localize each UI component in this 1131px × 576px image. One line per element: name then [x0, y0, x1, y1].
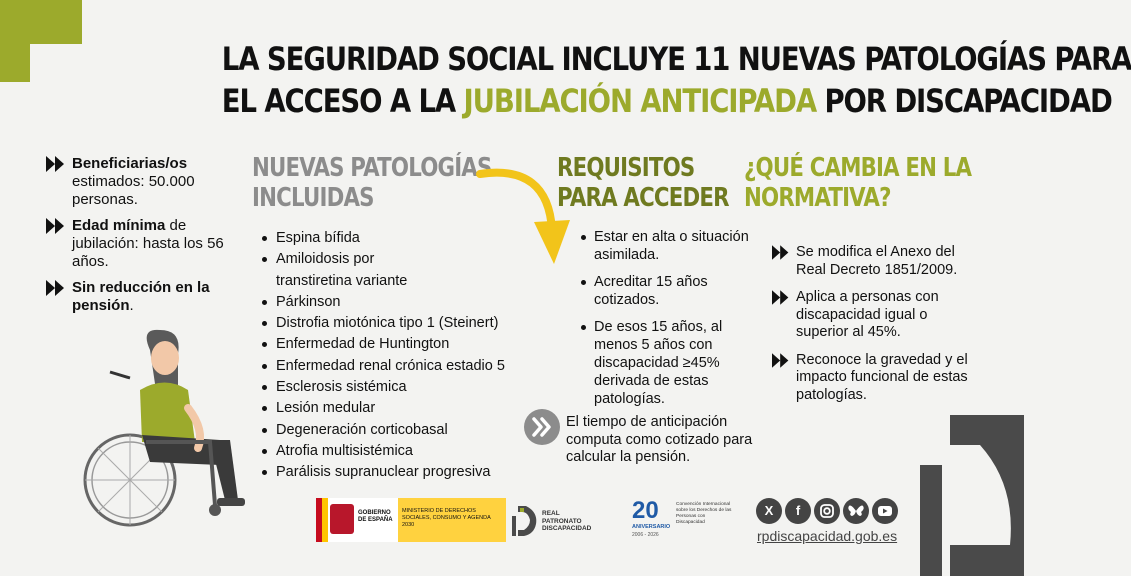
- fact-bold: Sin reducción en la pensión: [72, 279, 210, 314]
- gobierno-logo: [316, 498, 506, 542]
- heading-line: NUEVAS PATOLOGÍAS: [252, 153, 492, 183]
- list-item: Parálisis supranuclear progresiva: [258, 462, 548, 483]
- fact-beneficiarias: [46, 155, 246, 209]
- list-item: Párkinson: [258, 292, 548, 313]
- rpd-d-icon: [512, 506, 538, 536]
- website-link[interactable]: rpdiscapacidad.gob.es: [757, 528, 898, 544]
- changes-list: [772, 244, 972, 414]
- list-item: Lesión medular: [258, 398, 548, 419]
- list-item: Enfermedad renal crónica estadio 5: [258, 356, 548, 377]
- chevron-right-icon: [772, 245, 792, 260]
- list-item-text: Se modifica el Anexo del Real Decreto 1851/2009.: [796, 244, 958, 278]
- list-item-text: Reconoce la gravedad y el impacto funcional de estas patologías.: [796, 351, 968, 403]
- list-item: Atrofia multisistémica: [258, 441, 548, 462]
- section-heading-requisitos: [557, 153, 737, 213]
- section-heading-nuevas: [252, 153, 498, 213]
- list-item-text: transtiretina variante: [276, 272, 408, 289]
- key-facts-list: [46, 155, 246, 323]
- list-item-text: Amiloidosis por: [276, 251, 375, 268]
- section-heading-cambia: [744, 153, 982, 213]
- fact-text: .: [129, 297, 134, 314]
- instagram-icon[interactable]: [814, 498, 840, 524]
- aniversario-logo: [632, 498, 732, 542]
- rpd-line: DISCAPACIDAD: [542, 525, 592, 532]
- fact-text: de jubilación: hasta los 56 años.: [72, 217, 224, 270]
- fact-edad: [46, 217, 246, 271]
- heading-line: NORMATIVA?: [744, 183, 891, 213]
- list-item: Espina bífida: [258, 228, 548, 249]
- gob-line: GOBIERNO: [358, 510, 391, 516]
- bluesky-icon[interactable]: [843, 498, 869, 524]
- list-item: [772, 289, 972, 342]
- list-item: Enfermedad de Huntington: [258, 334, 548, 355]
- social-icons: [756, 498, 906, 524]
- convencion-text: Convención Internacional sobre los Derechos de las Personas con Discapacidad: [676, 502, 732, 525]
- list-item-text: Aplica a personas con discapacidad igual o superior al 45%.: [796, 289, 939, 340]
- list-item: Distrofia miotónica tipo 1 (Steinert): [258, 313, 548, 334]
- corner-decoration-bar-vertical: [0, 0, 30, 82]
- real-patronato-logo: [512, 498, 622, 542]
- page-title: [221, 38, 1131, 122]
- aniv-years: 2006 - 2026: [632, 532, 659, 538]
- title-line-2-pre: EL ACCESO A LA: [221, 82, 464, 120]
- rpd-text: [542, 510, 591, 533]
- chevron-right-icon: [772, 290, 792, 305]
- rpd-line: REAL: [542, 510, 560, 517]
- anticipation-note: El tiempo de anticipación computa como cotizado para calcular la pensión.: [566, 414, 753, 465]
- facebook-icon[interactable]: f: [785, 498, 811, 524]
- youtube-icon[interactable]: [872, 498, 898, 524]
- fact-pension: [46, 279, 246, 315]
- fact-text: estimados: 50.000 personas.: [72, 173, 195, 208]
- chevron-right-icon: [46, 218, 68, 234]
- list-item: Degeneración corticobasal: [258, 420, 548, 441]
- aniv-word: ANIVERSARIO: [632, 524, 671, 530]
- heading-line: PARA ACCEDER: [557, 183, 729, 213]
- wheelchair-user-illustration: [70, 330, 260, 530]
- list-item: De esos 15 años, al menos 5 años con discapacidad ≥45% derivada de estas patologías.: [578, 318, 758, 408]
- aniv-number: 20: [632, 497, 659, 524]
- list-item: Estar en alta o situación asimilada.: [578, 228, 758, 264]
- rpd-line: PATRONATO: [542, 517, 582, 525]
- chevron-right-icon: [772, 353, 792, 368]
- logo-d-decoration: [920, 415, 1024, 576]
- x-icon[interactable]: X: [756, 498, 782, 524]
- title-line-1: LA SEGURIDAD SOCIAL INCLUYE 11 NUEVAS PATOLOGÍAS PARA: [221, 40, 1131, 78]
- heading-line: REQUISITOS: [557, 153, 695, 183]
- list-item: [772, 244, 972, 279]
- ministerio-text: MINISTERIO DE DERECHOS SOCIALES, CONSUMO Y AGENDA 2030: [402, 508, 491, 528]
- heading-line: INCLUIDAS: [252, 183, 374, 213]
- fact-bold: Edad mínima: [72, 217, 166, 234]
- heading-line: ¿QUÉ CAMBIA EN LA: [744, 153, 972, 183]
- chevron-right-icon: [46, 280, 68, 296]
- title-line-2: [221, 80, 1112, 122]
- fact-bold: Beneficiarias/os: [72, 155, 188, 172]
- list-item: Acreditar 15 años cotizados.: [578, 273, 758, 309]
- gob-line: DE ESPAÑA: [358, 517, 393, 523]
- list-item: [772, 352, 972, 405]
- chevron-right-icon: [46, 156, 68, 172]
- list-item: Esclerosis sistémica: [258, 377, 548, 398]
- title-line-2-post: POR DISCAPACIDAD: [816, 82, 1112, 120]
- double-chevron-icon: [524, 409, 560, 445]
- requirements-list: [578, 228, 758, 417]
- title-highlight: JUBILACIÓN ANTICIPADA: [463, 82, 817, 120]
- gob-text: [358, 510, 393, 524]
